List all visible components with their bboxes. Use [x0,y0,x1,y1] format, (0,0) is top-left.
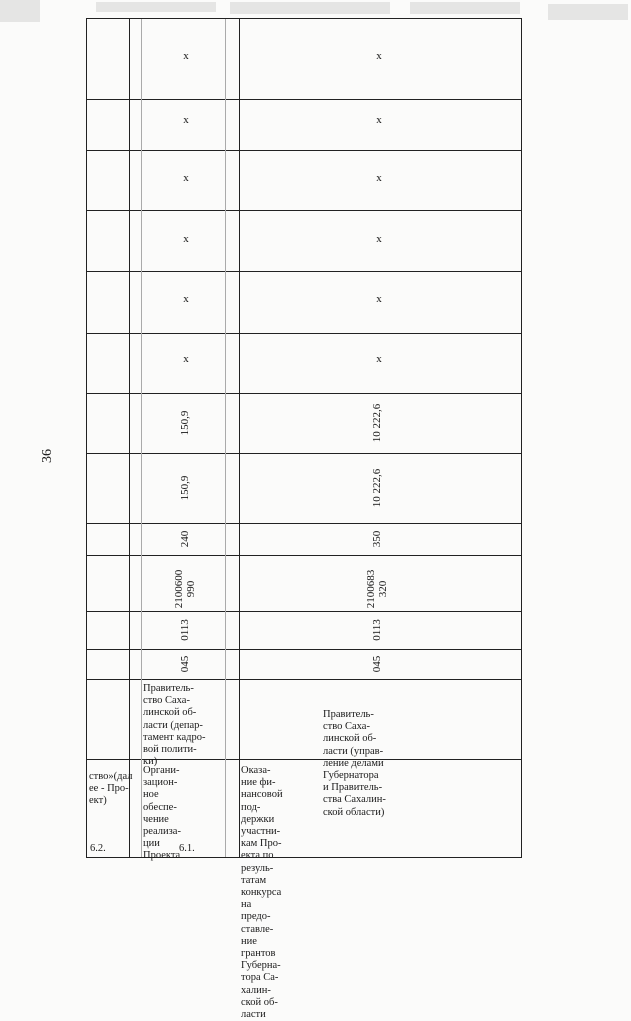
continuation-name: ство»(дал ее - Про- ект) [89,771,133,807]
row-executor: Правитель- ство Саха- линской об- ласти (депар- тамент кадро- вой полити- ки) [143,683,206,768]
scan-noise [0,0,40,22]
amount-2: 150,9 [179,410,191,436]
scan-noise [410,2,520,14]
mark: x [376,353,382,365]
expense-type: 350 [371,530,383,548]
scan-noise [230,2,390,14]
row-number: 6.2. [90,843,106,854]
mark: x [183,353,189,365]
mark: x [376,233,382,245]
row-name: Органи- зацион- ное обеспе- чение реализа- ции Проекта [143,765,181,862]
scan-noise [96,2,216,12]
section-code: 0113 [179,619,191,641]
mark: x [183,233,189,245]
row-executor: Правитель- ство Саха- линской об- ласти (управ- ление делами Губернатора и Правитель- ства Сахалин- ской области) [323,709,386,818]
target-code: 2100683 320 [365,569,389,609]
expense-type: 240 [179,530,191,548]
mark: x [376,172,382,184]
mark: x [376,293,382,305]
amount-1: 150,9 [179,475,191,501]
ministry-code: 045 [179,655,191,673]
ministry-code: 045 [371,655,383,673]
mark: x [376,114,382,126]
mark: x [183,114,189,126]
amount-1: 10 222,6 [371,468,383,508]
row-name: Оказа- ние фи- нансовой под- держки участни- кам Про- екта по резуль- татам конкурса на предо- ставле- ние грантов Губерна- тора Са- халин- ской об- ласти [241,765,283,1021]
row-number: 6.1. [179,843,195,854]
mark: x [183,293,189,305]
section-code: 0113 [371,619,383,641]
mark: x [183,50,189,62]
scan-noise [548,4,628,20]
target-code: 2100600 990 [173,569,197,609]
mark: x [183,172,189,184]
budget-table [86,18,522,1021]
amount-2: 10 222,6 [371,403,383,443]
page-number: 36 [40,449,55,463]
mark: x [376,50,382,62]
